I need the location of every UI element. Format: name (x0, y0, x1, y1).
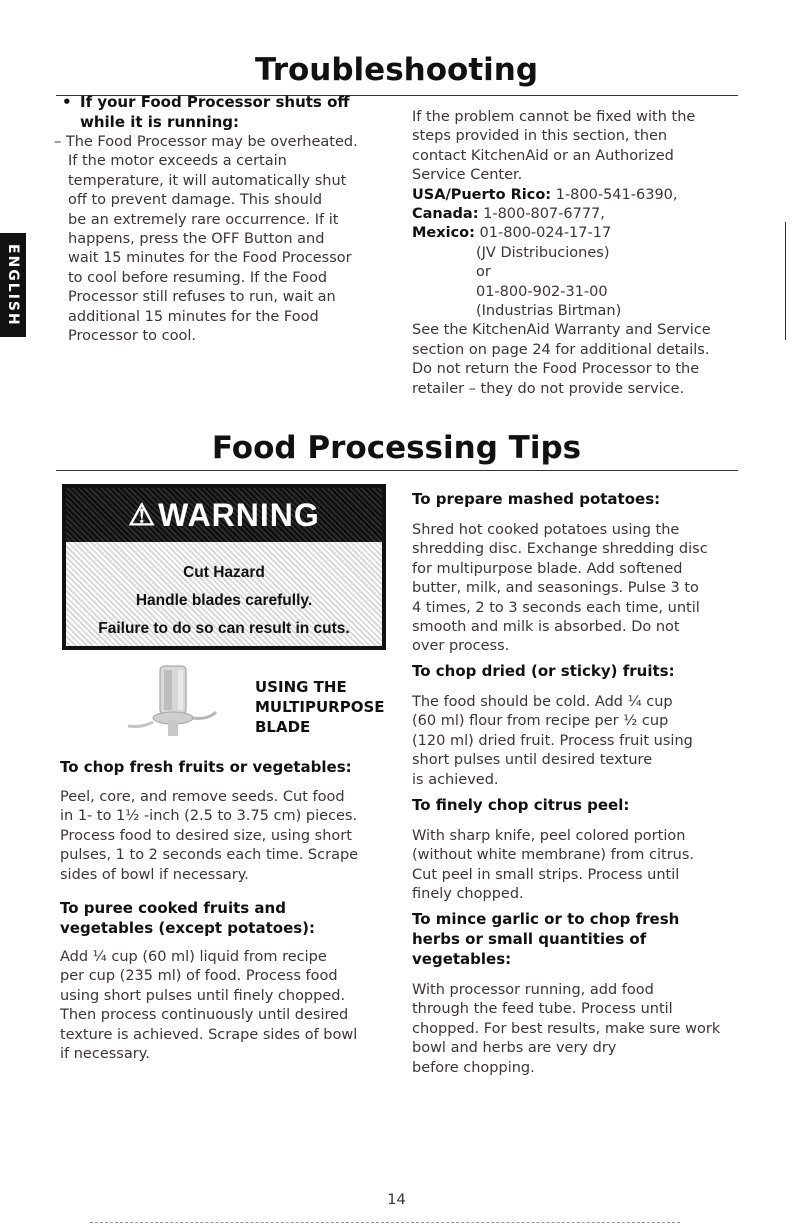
tip-line: using short pulses until finely chopped. (60, 987, 346, 1004)
section-title-troubleshooting: Troubleshooting (254, 52, 539, 88)
tip-heading-line: To mince garlic or to chop fresh (412, 910, 680, 928)
contact-line: Service Center. (412, 167, 523, 184)
tip-body (412, 981, 752, 1078)
tip-line: chopped. For best results, make sure work (412, 1020, 721, 1037)
warning-line: Handle blades carefully. (135, 592, 313, 609)
tip-heading (412, 489, 752, 509)
tip-line: bowl and herbs are very dry (412, 1040, 617, 1057)
blade-title-line: USING THE (255, 678, 347, 696)
mexico-line: (Industrias Birtman) (476, 303, 622, 320)
tip-line: through the feed tube. Process until (412, 1001, 673, 1018)
tip-line: Add ¼ cup (60 ml) liquid from recipe (60, 949, 327, 965)
trouble-line: – The Food Processor may be overheated. (54, 134, 358, 150)
tip-heading (60, 898, 390, 938)
tip-line: smooth and milk is absorbed. Do not (412, 619, 680, 636)
mexico-line: (JV Distribuciones) (476, 244, 610, 261)
tip-line: With processor running, add food (412, 982, 654, 998)
tip-line: sides of bowl if necessary. (60, 866, 249, 883)
contact-mexico (412, 224, 752, 243)
contact-info (412, 108, 752, 399)
bullet-icon: • (62, 93, 72, 111)
contact-line: retailer – they do not provide service. (412, 380, 685, 397)
trouble-heading-line: If your Food Processor shuts off (80, 93, 350, 111)
trouble-line: to cool before resuming. If the Food (68, 269, 328, 286)
language-tab (0, 233, 26, 337)
tip-line: texture is achieved. Scrape sides of bowl (60, 1026, 358, 1043)
blade-title-line: MULTIPURPOSE (255, 698, 385, 716)
tip-line: pulses, 1 to 2 seconds each time. Scrape (60, 847, 359, 864)
title-rule (56, 470, 738, 471)
mexico-label: Mexico: (412, 225, 475, 242)
tip-heading-line: vegetables (except potatoes): (60, 919, 316, 937)
tip-line: (60 ml) flour from recipe per ½ cup (412, 713, 669, 730)
trouble-body (54, 133, 388, 346)
contact-line: steps provided in this section, then (412, 128, 668, 145)
margin-line (785, 222, 786, 340)
tip-heading-line: To chop dried (or sticky) fruits: (412, 662, 675, 680)
canada-label: Canada: (412, 206, 479, 223)
trouble-line: If the motor exceeds a certain (68, 153, 287, 170)
contact-line: contact KitchenAid or an Authorized (412, 147, 674, 164)
mexico-line: or (476, 264, 491, 281)
tip-body (412, 521, 752, 657)
blade-title (255, 677, 395, 737)
tip-heading-line: To prepare mashed potatoes: (412, 490, 661, 508)
section-title-tips: Food Processing Tips (211, 430, 582, 466)
tip-line: Then process continuously until desired (60, 1007, 349, 1024)
footer-line (90, 1222, 680, 1223)
tip-heading-line: vegetables: (412, 950, 512, 968)
trouble-line: be an extremely rare occurrence. If it (68, 211, 339, 228)
tip-line: is achieved. (412, 771, 499, 788)
tip-line: if necessary. (60, 1046, 150, 1063)
tip-line: per cup (235 ml) of food. Process food (60, 968, 338, 985)
tip-body (412, 693, 752, 790)
tip-body (60, 788, 390, 885)
usa-label: USA/Puerto Rico: (412, 186, 552, 203)
language-tab-label: ENGLISH (5, 243, 21, 327)
tip-line: With sharp knife, peel colored portion (412, 828, 686, 844)
page-number: 14 (387, 1192, 406, 1208)
tip-line: Shred hot cooked potatoes using the (412, 522, 680, 538)
tip-line: finely chopped. (412, 886, 524, 903)
tip-line: in 1- to 1½ -inch (2.5 to 3.75 cm) pieces. (60, 808, 358, 825)
tip-heading-line: To chop fresh fruits or vegetables: (60, 758, 352, 776)
tip-heading (60, 757, 390, 777)
mexico-line: 01-800-902-31-00 (476, 283, 608, 300)
tip-heading (412, 909, 752, 969)
tip-line: short pulses until desired texture (412, 752, 653, 769)
contact-line: Do not return the Food Processor to the (412, 361, 700, 378)
trouble-bullet-heading (60, 92, 380, 132)
tip-heading-line: herbs or small quantities of (412, 930, 647, 948)
tip-line: Cut peel in small strips. Process until (412, 866, 680, 883)
warning-line: Cut Hazard (183, 564, 265, 581)
warning-heading: WARNING (158, 496, 320, 533)
trouble-line: additional 15 minutes for the Food (68, 308, 319, 325)
warning-box (62, 484, 386, 650)
trouble-line: happens, press the OFF Button and (68, 231, 325, 248)
tip-body (60, 948, 390, 1064)
warning-header (66, 488, 382, 542)
tip-line: The food should be cold. Add ¼ cup (412, 694, 673, 710)
trouble-line: wait 15 minutes for the Food Processor (68, 250, 352, 267)
trouble-line: Processor still refuses to run, wait an (68, 289, 336, 306)
warning-body (66, 542, 382, 646)
tip-line: (120 ml) dried fruit. Process fruit using (412, 732, 693, 749)
tip-line: for multipurpose blade. Add softened (412, 560, 683, 577)
warning-icon: ⚠ (128, 498, 157, 532)
trouble-line: Processor to cool. (68, 328, 196, 345)
tip-line: before chopping. (412, 1059, 535, 1076)
contact-line: If the problem cannot be fixed with the (412, 109, 696, 125)
tip-line: (without white membrane) from citrus. (412, 847, 695, 864)
tip-heading-line: To puree cooked fruits and (60, 899, 286, 917)
tip-line: Peel, core, and remove seeds. Cut food (60, 789, 345, 805)
usa-phone: 1-800-541-6390, (551, 186, 678, 203)
tip-line: over process. (412, 638, 510, 655)
multipurpose-blade-icon (120, 660, 220, 742)
tip-heading (412, 661, 752, 681)
tip-line: butter, milk, and seasonings. Pulse 3 to (412, 580, 699, 597)
tip-line: 4 times, 2 to 3 seconds each time, until (412, 599, 700, 616)
tip-heading-line: To finely chop citrus peel: (412, 796, 630, 814)
tip-heading (412, 795, 752, 815)
trouble-line: temperature, it will automatically shut (68, 172, 347, 189)
trouble-heading-line: while it is running: (80, 113, 240, 131)
contact-canada (412, 205, 752, 224)
contact-usa (412, 186, 752, 205)
contact-line: section on page 24 for additional details. (412, 341, 710, 358)
tip-body (412, 827, 752, 905)
warning-line: Failure to do so can result in cuts. (98, 620, 350, 637)
contact-line: See the KitchenAid Warranty and Service (412, 322, 711, 339)
tip-line: shredding disc. Exchange shredding disc (412, 541, 708, 558)
trouble-line: off to prevent damage. This should (68, 192, 323, 209)
tip-line: Process food to desired size, using short (60, 827, 352, 844)
mexico-phone: 01-800-024-17-17 (474, 225, 612, 242)
canada-phone: 1-800-807-6777, (478, 206, 605, 223)
blade-title-line: BLADE (255, 718, 311, 736)
